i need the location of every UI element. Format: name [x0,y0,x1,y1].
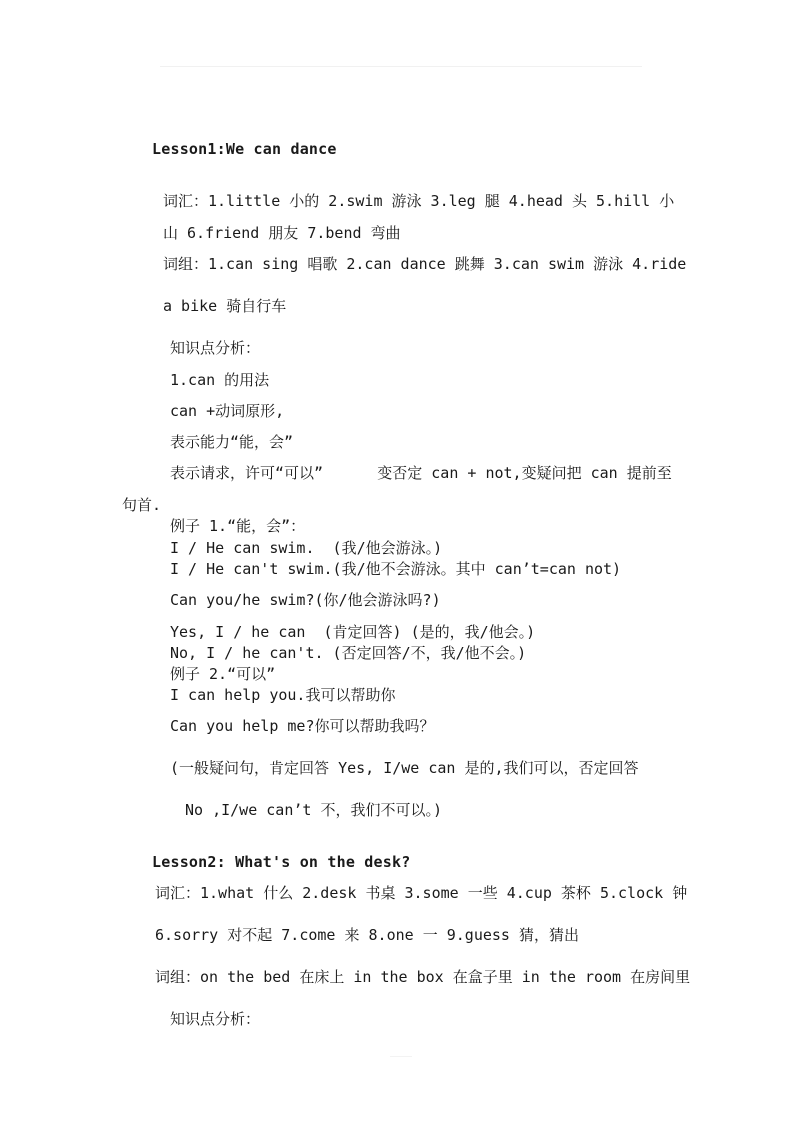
lesson2-vocab-line2: 6.sorry 对不起 7.come 来 8.one 一 9.guess 猜，猜出 [155,926,579,944]
lesson1-example1-title: 例子 1.“能，会”： [170,517,306,535]
header-rule [160,66,642,67]
lesson1-example1-line: I / He can swim. (我/他会游泳。) [170,539,443,557]
lesson1-example2-title: 例子 2.“可以” [170,665,276,683]
lesson1-vocab-line2: 山 6.friend 朋友 7.bend 弯曲 [163,224,401,242]
lesson1-point4: 表示请求，许可“可以” 变否定 can + not,变疑问把 can 提前至 [170,464,672,482]
lesson1-example2-line: I can help you.我可以帮助你 [170,686,396,704]
lesson1-analysis-title: 知识点分析： [170,339,261,357]
lesson1-point3: 表示能力“能，会” [170,433,294,451]
lesson2-heading: Lesson2: What's on the desk? [152,853,411,871]
lesson1-note-line1: (一般疑问句，肯定回答 Yes, I/we can 是的,我们可以，否定回答 [170,759,639,777]
lesson2-analysis-title: 知识点分析： [170,1010,261,1028]
lesson1-phrases-line1: 词组：1.can sing 唱歌 2.can dance 跳舞 3.can swim 游泳 4.ride [163,255,687,273]
lesson1-example1-line: Can you/he swim?(你/他会游泳吗?) [170,591,441,609]
lesson2-vocab-line1: 词汇：1.what 什么 2.desk 书桌 3.some 一些 4.cup 茶杯 5.clock 钟 [155,884,688,902]
lesson1-example1-line: Yes, I / he can (肯定回答) (是的，我/他会。) [170,623,536,641]
lesson1-heading: Lesson1:We can dance [152,140,337,158]
lesson1-example1-line: I / He can't swim.(我/他不会游泳。其中 can’t=can not) [170,560,622,578]
lesson1-example1-line: No, I / he can't. (否定回答/不，我/他不会。) [170,644,527,662]
lesson1-point2: can +动词原形, [170,402,285,420]
lesson1-point4-cont: 句首. [122,496,162,514]
footer-mark [390,1056,412,1057]
lesson2-phrases-line1: 词组：on the bed 在床上 in the box 在盒子里 in the room 在房间里 [155,968,691,986]
lesson1-note-line2: No ,I/we can’t 不，我们不可以。) [185,801,442,819]
lesson1-vocab-line1: 词汇：1.little 小的 2.swim 游泳 3.leg 腿 4.head 头 5.hill 小 [163,192,675,210]
lesson1-phrases-line2: a bike 骑自行车 [163,297,287,315]
lesson1-example2-line: Can you help me?你可以帮助我吗？ [170,717,435,735]
lesson1-point1: 1.can 的用法 [170,371,270,389]
